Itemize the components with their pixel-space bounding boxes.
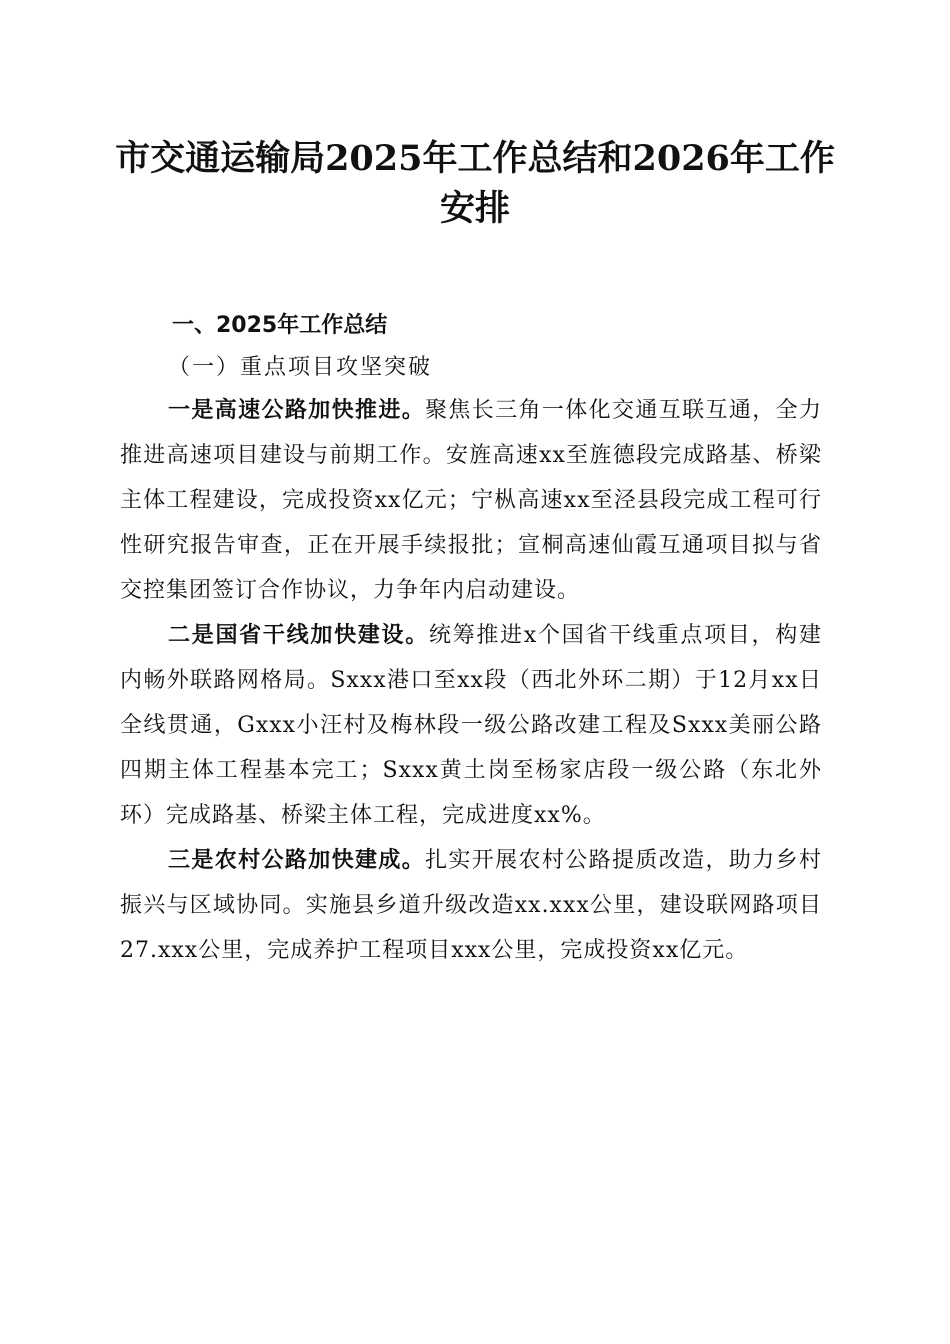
section-heading: 一、2025年工作总结 [172,313,388,338]
paragraph-lead: 三是农村公路加快建成。 [168,847,426,873]
paragraph-rural-roads [120,838,822,973]
paragraph-trunk-roads [120,613,822,838]
document-title [110,134,840,234]
subsection-heading: （一）重点项目攻坚突破 [168,355,433,380]
paragraph-body: 聚焦长三角一体化交通互联互通，全力推进高速项目建设与前期工作。安旌高速xx至旌德段完成路基、桥梁主体工程建设，完成投资xx亿元；宁枞高速xx至泾县段完成工程可行性研究报告审查，正在开展手续报批；宣桐高速仙霞互通项目拟与省交控集团签订合作协议，力争年内启动建设。 [120,398,822,603]
paragraph-lead: 二是国省干线加快建设。 [168,622,429,648]
paragraph-body: 统筹推进x个国省干线重点项目，构建内畅外联路网格局。Sxxx港口至xx段（西北外环二期）于12月xx日全线贯通，Gxxx小汪村及梅林段一级公路改建工程及Sxxx美丽公路四期主体工程基本完工；Sxxx黄土岗至杨家店段一级公路（东北外环）完成路基、桥梁主体工程，完成进度xx%。 [120,623,822,828]
paragraph-body: 扎实开展农村公路提质改造，助力乡村振兴与区域协同。实施县乡道升级改造xx.xxx公里，建设联网路项目27.xxx公里，完成养护工程项目xxx公里，完成投资xx亿元。 [120,848,822,963]
paragraph-highways [120,388,822,613]
title-line-2: 安排 [439,188,510,229]
title-line-1: 市交通运输局2025年工作总结和2026年工作 [115,138,835,179]
paragraph-lead: 一是高速公路加快推进。 [168,397,426,423]
document-body [120,303,822,973]
